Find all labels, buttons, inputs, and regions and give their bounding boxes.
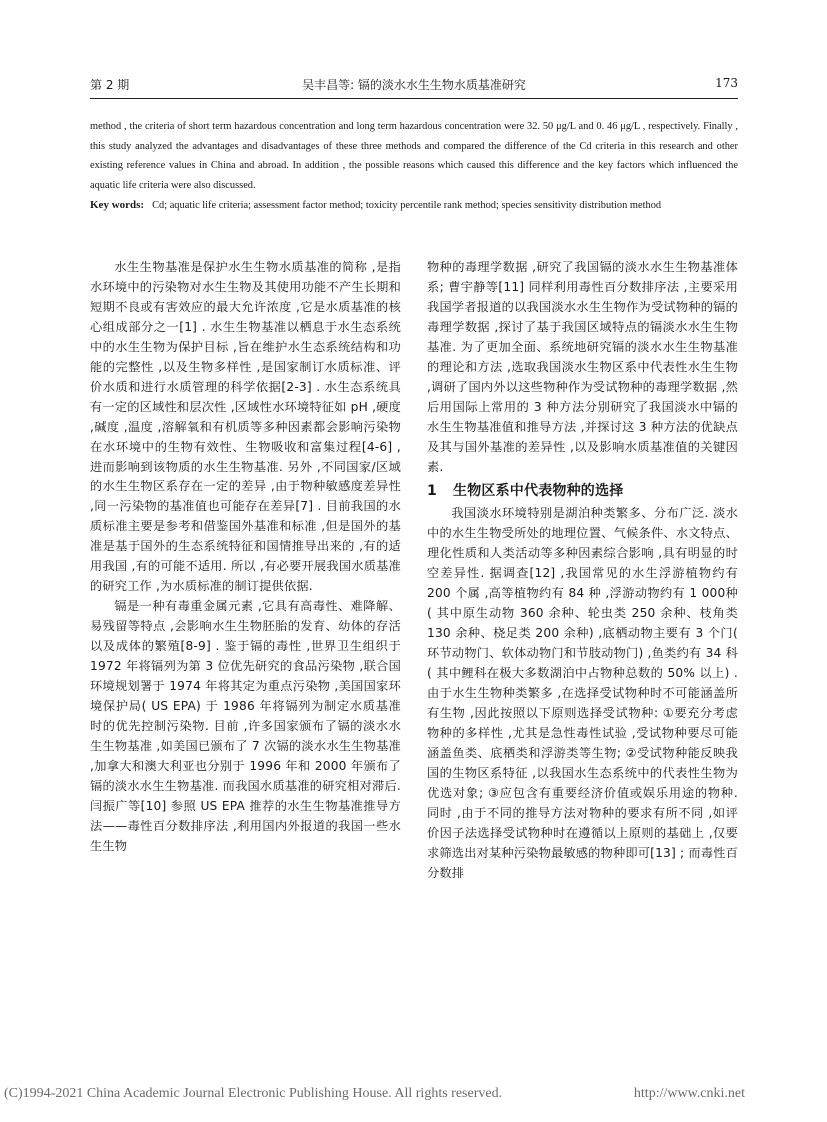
section-heading-1 — [427, 480, 738, 502]
keywords-label: Key words: — [90, 199, 145, 211]
section-title: 生物区系中代表物种的选择 — [453, 483, 624, 500]
intro-paragraph-2: 镉是一种有毒重金属元素 ,它具有高毒性、难降解、易残留等特点 ,会影响水生生物胚胎的发育、幼体的存活以及成体的繁殖[8-9] . 鉴于镉的毒性 ,世界卫生组织于 1972 年将镉列为第 3 位优先研究的食品污染物 ,联合国环境规划署于 1974 年将其定为重点污染物 ,美国国家环境保护局( US EPA) 于 1986 年将镉列为制定水质基准时的优先控制污染物. 目前 ,许多国家颁布了镉的淡水水生生物基准 ,如美国已颁布了 7 次镉的淡水水生生物基准 ,加拿大和澳大利亚也分别于 1996 年和 2000 年颁布了镉的淡水水生生物基准. 而我国水质基准的研究相对滞后. 闫振广等[10] 参照 US EPA 推荐的水生生物基准推导方法——毒性百分数排序法 ,利用国内外报道的我国一些水生生物 — [90, 599, 401, 853]
copyright-notice: (C)1994-2021 China Academic Journal Electronic Publishing House. All rights reserved. — [4, 1086, 503, 1101]
keywords-list: Cd; aquatic life criteria; assessment factor method; toxicity percentile rank method; species sensitivity distribution method — [152, 200, 662, 211]
running-header — [90, 70, 738, 98]
section-1-paragraph: 我国淡水环境特别是湖泊种类繁多、分布广泛. 淡水中的水生生物受所处的地理位置、气候条件、水文特点、理化性质和人类活动等多种因素综合影响 ,具有明显的时空差异性. 据调查[12] ,我国常见的水生浮游植物约有 200 个属 ,高等植物约有 84 种 ,浮游动物约有 1 000种( 其中原生动物 360 余种、轮虫类 250 余种、枝角类 130 余种、桡足类 200 余种) ,底栖动物主要有 3 个门( 环节动物门、软体动物门和节肢动物门) ,鱼类约有 34 科( 其中鲤科在极大多数湖泊中占物种总数的 50% 以上) . 由于水生生物种类繁多 ,在选择受试物种时不可能涵盖所有生物 ,因此按照以下原则选择受试物种: ①要充分考虑物种的多样性 ,尤其是急性毒性试验 ,受试物种要尽可能涵盖鱼类、底栖类和浮游类等生物; ②受试物种能反映我国的生物区系特征 ,以我国水生态系统中的代表性生物为优选对象; ③应包含有重要经济价值或娱乐用途的物种. 同时 ,由于不同的推导方法对物种的要求有所不同 ,如评价因子法选择受试物种时在遵循以上原则的基础上 ,仅要求筛选出对某种污染物最敏感的物种即可[13] ; 而毒性百分数排 — [427, 506, 738, 880]
section-number: 1 — [427, 483, 437, 500]
intro-paragraph-continued: 物种的毒理学数据 ,研究了我国镉的淡水水生生物基准体系; 曹宇静等[11] 同样利用毒性百分数排序法 ,主要采用我国学者报道的以我国淡水水生生物作为受试物种的镉的毒理学数据 ,探讨了基于我国区域特点的镉淡水水生生物基准. 为了更加全面、系统地研究镉的淡水水生生物基准的理论和方法 ,选取我国淡水生物区系中代表性水生生物 ,调研了国内外以这些物种作为受试物种的毒理学数据 ,然后用国际上常用的 3 种方法分别研究了我国淡水中镉的水生生物基准值和推导方法 ,并探讨这 3 种方法的优缺点及其与国外基准的差异性 ,以及影响水质基准值的关键因素. — [427, 260, 738, 474]
issue-number: 第 2 期 — [90, 78, 130, 92]
abstract-continuation: method , the criteria of short term hazardous concentration and long term hazardous concentration were 32. 50 μg/L and 0. 46 μg/L , respectively. Finally , this study analyzed the advantages and disadvantages of these three methods and compared the difference of the Cd criteria in this research and other existing reference values in China and abroad. In addition , the possible reasons which caused this difference and the key factors which influenced the aquatic life criteria were also discussed. — [90, 121, 738, 191]
intro-paragraph-1: 水生生物基准是保护水生生物水质基准的简称 ,是指水环境中的污染物对水生生物及其使用功能不产生长期和短期不良或有害效应的最大允许浓度 ,它是水质基准的核心组成部分之一[1] . 水生生物基准以栖息于水生态系统中的水生生物为保护目标 ,旨在维护水生态系统结构和功能的完整性 ,以及生物多样性 ,是国家制订水质标准、评价水质和进行水质管理的科学依据[2-3] . 水生态系统具有一定的区域性和层次性 ,区域性水环境特征如 pH ,硬度 ,碱度 ,温度 ,溶解氧和有机质等多种因素都会影响污染物在水环境中的生物有效性、生物吸收和富集过程[4-6] ,进而影响到该物质的水生生物基准. 另外 ,不同国家/区域的水生生物区系存在一定的差异 ,由于物种敏感度差异性 ,同一污染物的基准值也可能存在差异[7] . 目前我国的水质标准主要是参考和借鉴国外基准和标准 ,但是国外的基准是基于国外的生态系统特征和国情推导出来的 ,有的适用我国 ,有的可能不适用. 所以 ,有必要开展我国水质基准的研究工作 ,为水质标准的制订提供依据. — [90, 260, 401, 594]
right-column — [427, 258, 738, 884]
publisher-url: http://www.cnki.net — [633, 1086, 745, 1101]
keywords — [90, 196, 738, 216]
footer — [0, 1080, 827, 1110]
running-title: 吴丰昌等: 镉的淡水水生生物水质基准研究 — [302, 78, 526, 92]
page-number: 173 — [715, 76, 738, 90]
left-column — [90, 258, 401, 857]
header-rule — [90, 98, 738, 99]
